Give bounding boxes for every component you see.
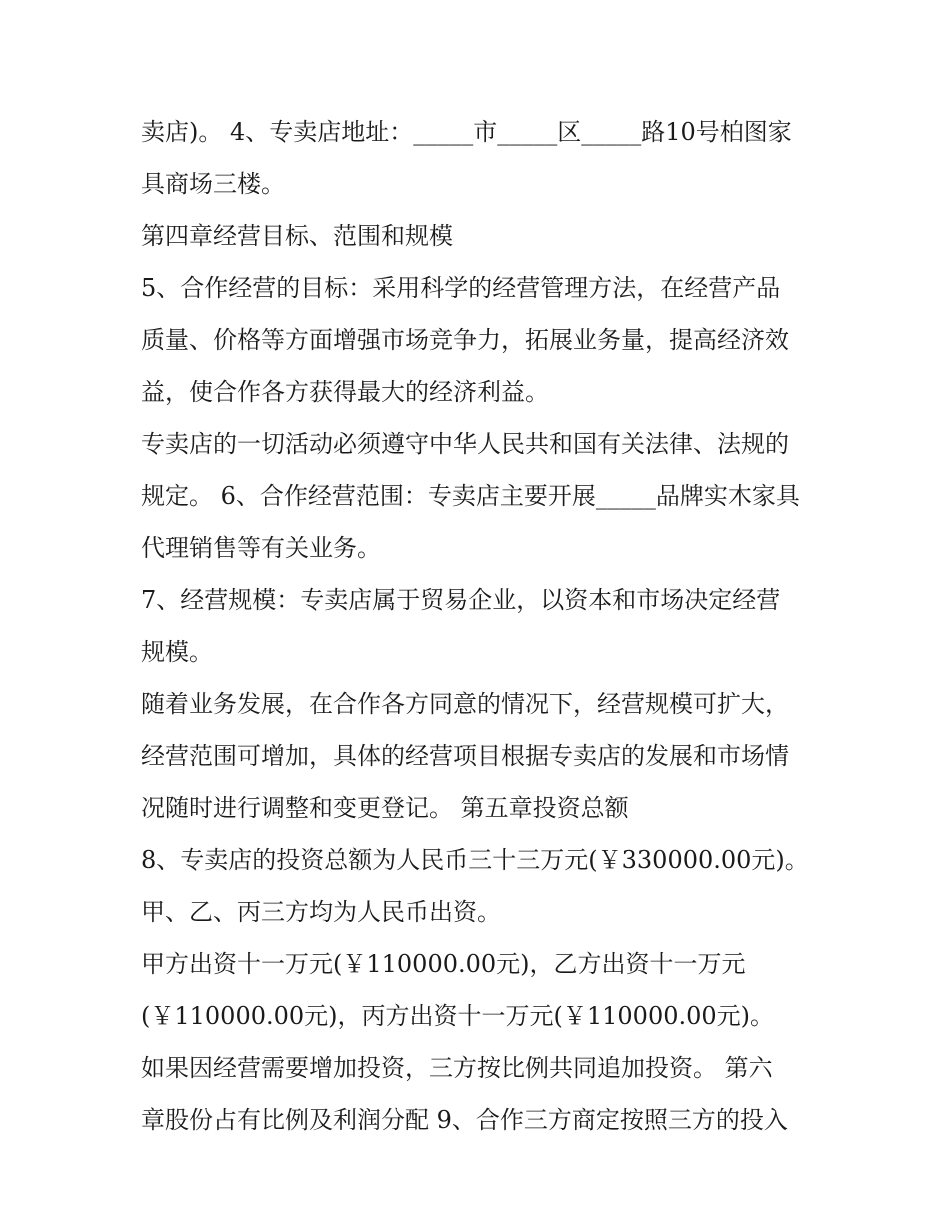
text-line: 规定。 6、合作经营范围：专卖店主要开展_____品牌实木家具 (141, 482, 800, 510)
text-line: 卖店)。 4、专卖店地址：_____市_____区_____路10号柏图家 (141, 118, 792, 146)
text-line: 规模。 (141, 638, 213, 666)
text-line: 8、专卖店的投资总额为人民币三十三万元(￥330000.00元)。 (141, 846, 809, 874)
text-line: 如果因经营需要增加投资，三方按比例共同追加投资。 第六 (141, 1054, 773, 1082)
text-line: 章股份占有比例及利润分配 9、合作三方商定按照三方的投入 (141, 1106, 788, 1134)
text-line: 7、经营规模：专卖店属于贸易企业，以资本和市场决定经营 (141, 586, 781, 614)
text-line: 经营范围可增加，具体的经营项目根据专卖店的发展和市场情 (141, 742, 789, 770)
document-body (141, 108, 821, 1148)
text-line: 益，使合作各方获得最大的经济利益。 (141, 378, 549, 406)
text-line: 5、合作经营的目标：采用科学的经营管理方法，在经营产品 (141, 274, 781, 302)
text-line: 甲方出资十一万元(￥110000.00元)，乙方出资十一万元 (141, 950, 746, 978)
text-line: 甲、乙、丙三方均为人民币出资。 (141, 898, 501, 926)
text-line: 代理销售等有关业务。 (141, 534, 381, 562)
text-line: 具商场三楼。 (141, 170, 285, 198)
text-line: 专卖店的一切活动必须遵守中华人民共和国有关法律、法规的 (141, 430, 789, 458)
text-line: 随着业务发展，在合作各方同意的情况下，经营规模可扩大， (141, 690, 789, 718)
text-line: (￥110000.00元)，丙方出资十一万元(￥110000.00元)。 (141, 1002, 775, 1030)
text-line: 质量、价格等方面增强市场竞争力，拓展业务量，提高经济效 (141, 326, 789, 354)
chapter-heading: 第四章经营目标、范围和规模 (141, 222, 453, 250)
text-line: 况随时进行调整和变更登记。 第五章投资总额 (141, 794, 629, 822)
